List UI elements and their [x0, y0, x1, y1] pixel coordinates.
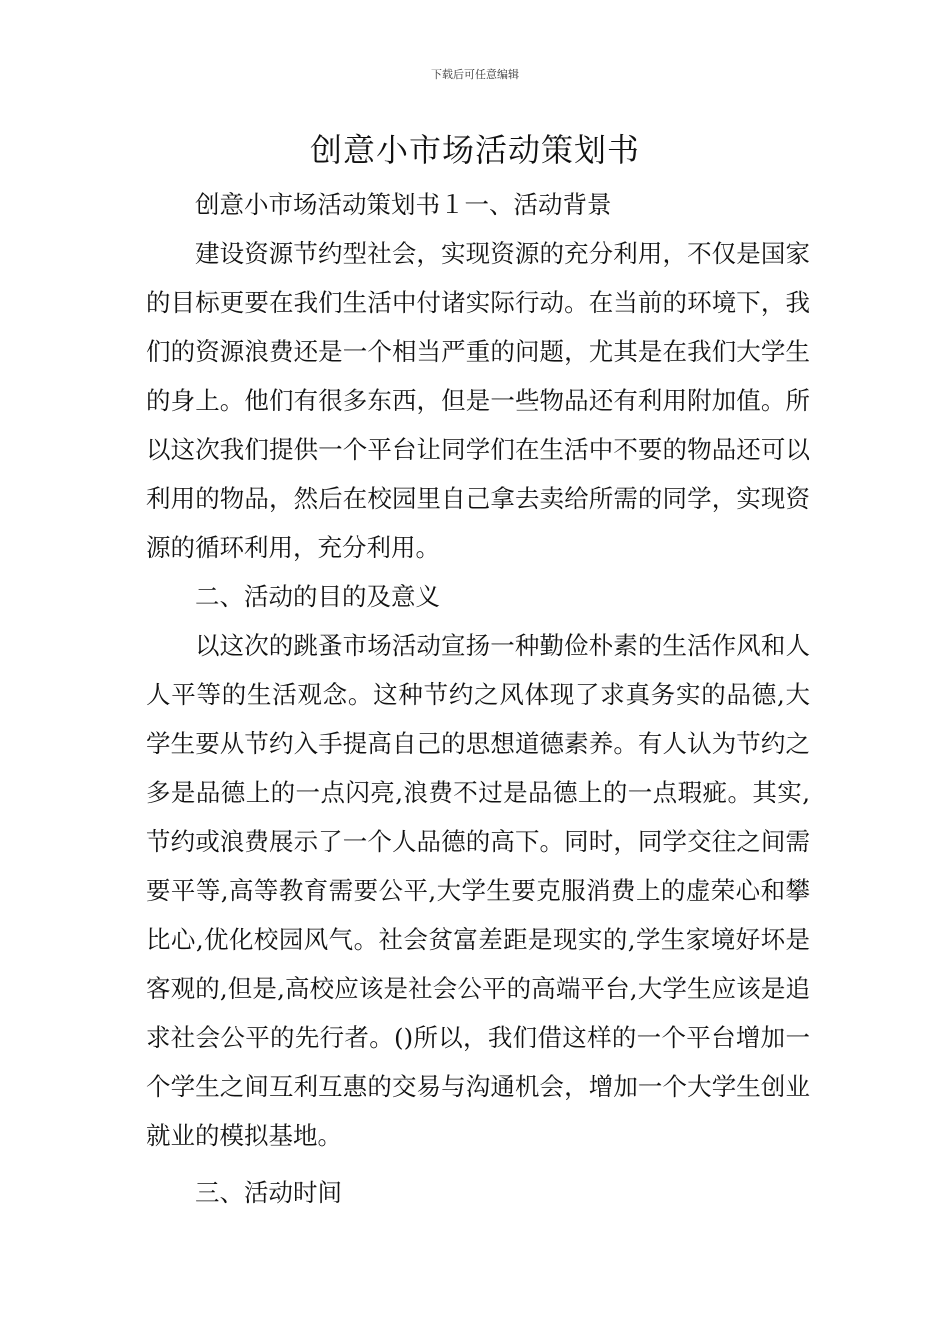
section-heading-purpose: 二、活动的目的及意义 — [195, 582, 440, 611]
document-body — [146, 180, 810, 1217]
header-note: 下载后可任意编辑 — [431, 68, 519, 81]
paragraph-purpose: 以这次的跳蚤市场活动宣扬一种勤俭朴素的生活作风和人人平等的生活观念。这种节约之风体现了求真务实的品德,大学生要从节约入手提高自己的思想道德素养。有人认为节约之多是品德上的一点闪亮,浪费不过是品德上的一点瑕疵。其实,节约或浪费展示了一个人品德的高下。同时，同学交往之间需要平等,高等教育需要公平,大学生要克服消费上的虚荣心和攀比心,优化校园风气。社会贫富差距是现实的,学生家境好坏是客观的,但是,高校应该是社会公平的高端平台,大学生应该是追求社会公平的先行者。()所以，我们借这样的一个平台增加一个学生之间互利互惠的交易与沟通机会，增加一个大学生创业就业的模拟基地。 — [146, 631, 810, 1150]
section-heading-time: 三、活动时间 — [195, 1178, 342, 1207]
paragraph-background: 建设资源节约型社会，实现资源的充分利用，不仅是国家的目标更要在我们生活中付诸实际行动。在当前的环境下，我们的资源浪费还是一个相当严重的问题，尤其是在我们大学生的身上。他们有很多东西，但是一些物品还有利用附加值。所以这次我们提供一个平台让同学们在生活中不要的物品还可以利用的物品，然后在校园里自己拿去卖给所需的同学，实现资源的循环利用，充分利用。 — [146, 239, 810, 562]
document-subtitle: 创意小市场活动策划书１一、活动背景 — [195, 190, 612, 219]
document-title: 创意小市场活动策划书 — [309, 131, 640, 169]
